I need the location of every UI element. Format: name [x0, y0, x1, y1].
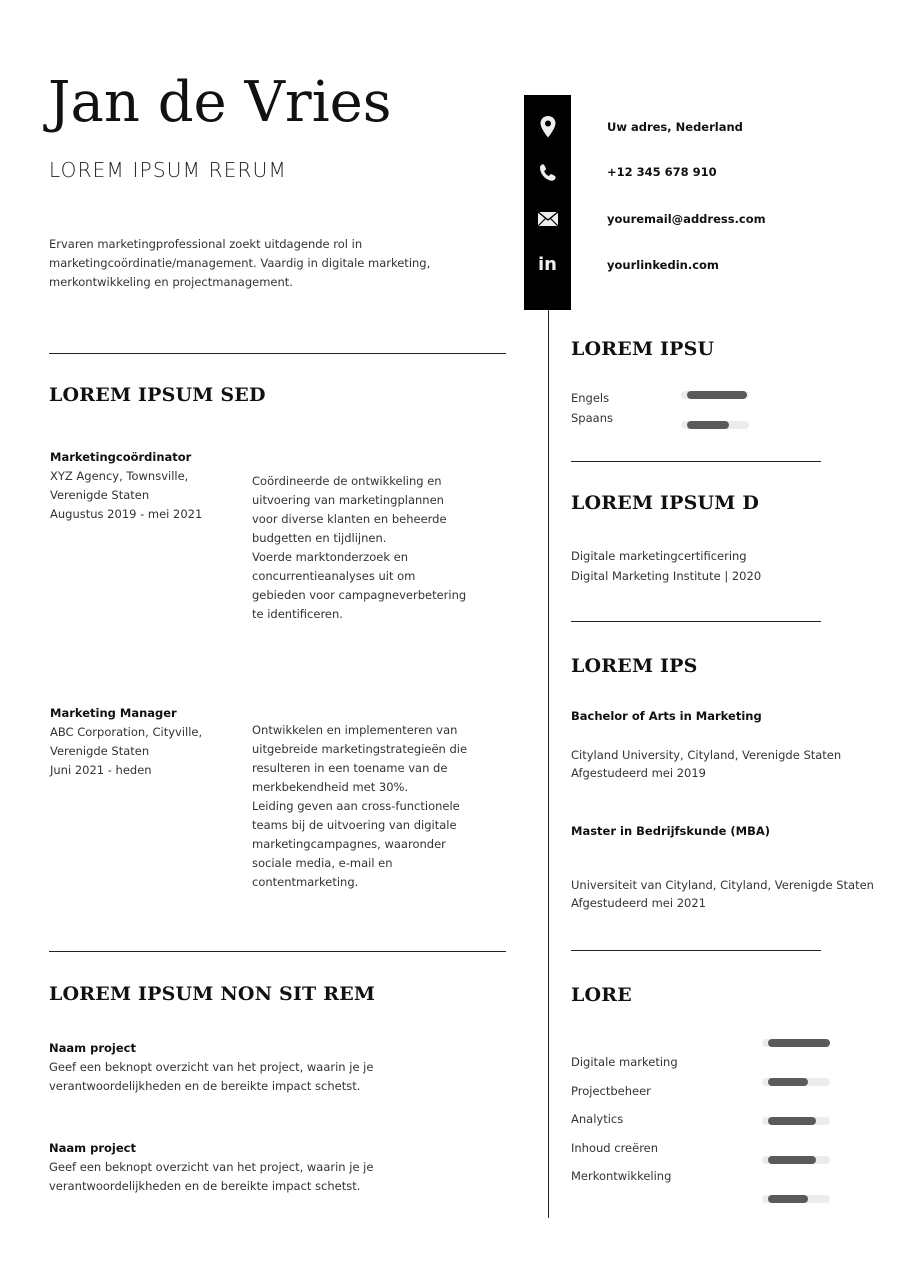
column-divider — [548, 310, 549, 1218]
project-entry — [49, 1039, 489, 1096]
education-degree: Bachelor of Arts in Marketing — [571, 709, 762, 723]
skill-label: Merkontwikkeling — [571, 1169, 672, 1183]
candidate-name: Jan de Vries — [48, 70, 392, 135]
experience-heading: LOREM IPSUM SED — [49, 384, 266, 406]
divider — [571, 950, 821, 951]
job-description-line: concurrentieanalyses uit om — [252, 569, 416, 583]
skill-label: Inhoud creëren — [571, 1141, 659, 1155]
location-pin-icon — [524, 115, 571, 139]
skill-label: Projectbeheer — [571, 1084, 651, 1098]
certificate-name: Digitale marketingcertificering — [571, 549, 747, 563]
skill-level-fill — [768, 1195, 808, 1203]
skill-level-fill — [768, 1039, 830, 1047]
divider — [571, 461, 821, 462]
education-graduated: Afgestudeerd mei 2019 — [571, 766, 706, 780]
job-description-line: voor diverse klanten en beheerde — [252, 512, 447, 526]
skill-level-bar — [762, 1078, 830, 1086]
job-description-line: marketingcampagnes, waaronder — [252, 837, 446, 851]
divider — [571, 621, 821, 622]
contact-email[interactable]: youremail@address.com — [607, 212, 766, 226]
job-description-line: sociale media, e-mail en — [252, 856, 393, 870]
project-name: Naam project — [49, 1141, 136, 1155]
skill-level-bar — [762, 1156, 830, 1164]
job-description-line: uitgebreide marketingstrategieën die — [252, 742, 468, 756]
language-level-fill — [687, 421, 729, 429]
language-label: Engels — [571, 391, 610, 405]
linkedin-icon: in — [538, 253, 557, 275]
project-entry — [49, 1139, 489, 1196]
job-description-line: Leiding geven aan cross-functionele — [252, 799, 460, 813]
contact-linkedin[interactable]: yourlinkedin.com — [607, 258, 719, 272]
education-school: Cityland University, Cityland, Verenigde Staten — [571, 748, 842, 762]
skill-label: Analytics — [571, 1112, 624, 1126]
job-description-line: Ontwikkelen en implementeren van — [252, 723, 458, 737]
certificates-heading: LOREM IPSUM D — [571, 492, 760, 514]
skill-level-fill — [768, 1156, 816, 1164]
job-description-line: budgetten en tijdlijnen. — [252, 531, 387, 545]
job-title: Marketingcoördinator — [50, 450, 192, 464]
divider — [49, 353, 506, 354]
envelope-icon — [524, 207, 571, 231]
education-degree: Master in Bedrijfskunde (MBA) — [571, 824, 771, 838]
job-description-line: Coördineerde de ontwikkeling en — [252, 474, 442, 488]
languages-heading: LOREM IPSU — [571, 338, 715, 360]
contact-address: Uw adres, Nederland — [607, 120, 743, 134]
skills-heading: LORE — [571, 984, 632, 1006]
project-description: verantwoordelijkheden en de bereikte impact schetst. — [49, 1079, 361, 1093]
job-description-line: merkbekendheid met 30%. — [252, 780, 409, 794]
skill-level-fill — [768, 1117, 816, 1125]
language-level-fill — [687, 391, 747, 399]
job-entry-meta — [50, 448, 250, 524]
skill-level-bar — [762, 1195, 830, 1203]
job-description-line: Voerde marktonderzoek en — [252, 550, 409, 564]
skill-level-bar — [762, 1039, 830, 1047]
divider — [49, 951, 506, 952]
certificate-issuer: Digital Marketing Institute | 2020 — [571, 569, 762, 583]
job-description-line: resulteren in een toename van de — [252, 761, 448, 775]
skill-level-bar — [762, 1117, 830, 1125]
language-label: Spaans — [571, 411, 613, 425]
job-description-line: contentmarketing. — [252, 875, 359, 889]
language-level-bar — [681, 421, 749, 429]
skill-label: Digitale marketing — [571, 1055, 678, 1069]
job-period: Juni 2021 - heden — [50, 763, 152, 777]
job-description — [252, 721, 502, 892]
project-name: Naam project — [49, 1041, 136, 1055]
project-description: Geef een beknopt overzicht van het project, waarin je je — [49, 1060, 374, 1074]
job-description-line: uitvoering van marketingplannen — [252, 493, 444, 507]
profile-summary: Ervaren marketingprofessional zoekt uitdagende rol in marketingcoördinatie/management. Vaardig in digitale marketing, merkontwikkeling en projectmanagement. — [49, 237, 431, 289]
projects-heading: LOREM IPSUM NON SIT REM — [49, 983, 376, 1005]
skill-level-fill — [768, 1078, 808, 1086]
language-level-bar — [681, 391, 749, 399]
project-description: Geef een beknopt overzicht van het project, waarin je je — [49, 1160, 374, 1174]
education-graduated: Afgestudeerd mei 2021 — [571, 896, 706, 910]
education-heading: LOREM IPS — [571, 655, 698, 677]
candidate-role: LOREM IPSUM RERUM — [49, 158, 287, 182]
job-description-line: gebieden voor campagneverbetering — [252, 588, 467, 602]
job-company: XYZ Agency, Townsville, — [50, 469, 189, 483]
job-location: Verenigde Staten — [50, 488, 150, 502]
phone-icon — [524, 161, 571, 185]
contact-phone: +12 345 678 910 — [607, 165, 717, 179]
education-school: Universiteit van Cityland, Cityland, Verenigde Staten — [571, 878, 874, 892]
job-title: Marketing Manager — [50, 706, 177, 720]
job-company: ABC Corporation, Cityville, — [50, 725, 203, 739]
contact-icon-bar — [524, 95, 571, 310]
job-description-line: teams bij de uitvoering van digitale — [252, 818, 457, 832]
job-location: Verenigde Staten — [50, 744, 150, 758]
job-entry-meta — [50, 704, 250, 780]
job-period: Augustus 2019 - mei 2021 — [50, 507, 203, 521]
project-description: verantwoordelijkheden en de bereikte impact schetst. — [49, 1179, 361, 1193]
job-description — [252, 472, 502, 624]
job-description-line: te identificeren. — [252, 607, 343, 621]
